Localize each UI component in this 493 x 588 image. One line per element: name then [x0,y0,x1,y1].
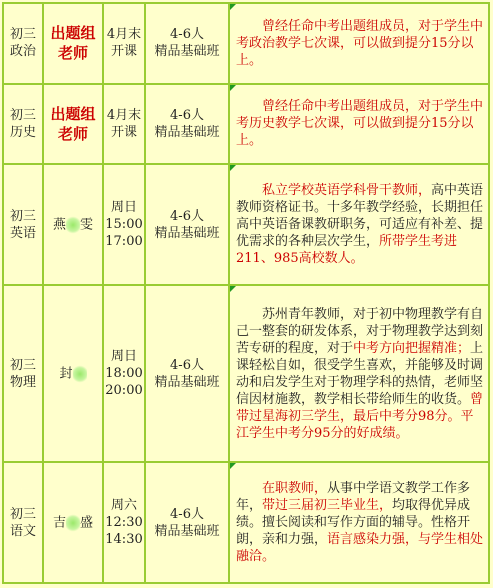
description-cell [229,164,489,285]
teacher-name-part: 封 [59,366,73,382]
teacher-line: 老师 [57,124,88,143]
corner-marker-icon [230,85,236,91]
subject-line: 初三 [9,357,36,373]
subject-cell [3,84,43,165]
teacher-cell [43,164,103,285]
teacher-line: 老师 [57,44,88,63]
class-cell [145,285,229,462]
description-segment: 私立学校英语学科骨干教师， [262,183,432,198]
class-line: 4-6人 [170,357,204,373]
subject-line: 初三 [9,208,36,224]
description-text [236,306,484,442]
subject-cell [3,285,43,462]
teacher-cell [43,285,103,462]
description-cell [229,285,489,462]
table-row [3,285,489,462]
corner-marker-icon [230,286,236,292]
class-cell [145,3,229,84]
corner-marker-icon [230,4,236,10]
class-line: 精品基础班 [154,225,220,241]
class-line: 4-6人 [170,506,204,522]
description-segment: 曾经任命中考出题组成员，对于学生中考政治教学七次课，可以做到提分15分以上。 [236,18,484,68]
description-segment: 中考方向把握精准； [353,340,471,356]
course-table [2,2,490,584]
subject-line: 物理 [9,374,36,390]
time-cell [103,3,145,84]
description-text [236,98,484,149]
time-line: 4月末 [106,27,142,43]
description-segment: 在职教师， [262,481,328,497]
time-line: 周六 [110,498,137,514]
description-segment: 上课轻松自如，很受学生喜欢，并能够及时调动和启发学生对于物理学科的热情，老师坚信因材施教，教学相长带给师生的收货。 [236,340,484,407]
subject-line: 初三 [9,506,36,522]
blurred-name-icon [73,365,87,383]
blurred-name-icon [66,514,80,532]
class-line: 精品基础班 [154,374,220,390]
description-text [236,18,484,69]
time-cell [103,285,145,462]
table-row [3,164,489,285]
teacher-name-part: 盛 [80,515,94,531]
time-line: 17:00 [105,234,143,249]
subject-cell [3,3,43,84]
teacher-cell [43,84,103,165]
time-line: 12:30 [105,515,143,531]
subject-line: 英语 [9,225,36,241]
class-line: 精品基础班 [154,124,220,140]
time-cell [103,164,145,285]
description-text [236,480,484,565]
time-line: 14:30 [105,532,143,548]
class-line: 4-6人 [170,208,204,224]
subject-line: 政治 [9,44,36,60]
time-line: 开课 [110,124,137,140]
time-line: 周日 [110,200,137,215]
time-line: 周日 [110,349,137,365]
description-cell [229,84,489,165]
teacher-line: 出题组 [50,104,96,123]
description-segment: 带过三届初三毕业生， [262,498,393,514]
class-cell [145,462,229,583]
subject-line: 语文 [9,523,36,539]
class-cell [145,84,229,165]
time-line: 开课 [110,44,137,60]
time-cell [103,84,145,165]
class-line: 4-6人 [170,27,204,43]
class-line: 4-6人 [170,107,204,123]
description-segment: 均取得优异成绩。擅长阅读和写作方面的辅导。性格开朗，亲和力强， [236,498,471,548]
time-line: 15:00 [105,217,143,232]
description-segment: 苏州青年教师，对于初中物理教学有自己一整套的研发体系，对于物理教学达到刻苦专研的程度，对于 [236,306,484,356]
table-row [3,3,489,84]
description-segment: 曾经任命中考出题组成员，对于学生中考历史教学七次课，可以做到提分15分以上。 [236,99,484,149]
subject-cell [3,462,43,583]
time-line: 4月末 [106,107,142,123]
description-segment: 所带学生考进211、985高校数人。 [236,234,458,266]
subject-line: 初三 [9,107,36,123]
description-segment: 语言感染力强，与学生相处融洽。 [236,532,484,565]
subject-line: 初三 [9,27,36,43]
description-segment: 从事中学语文教学工作多年， [236,481,471,514]
teacher-cell [43,462,103,583]
description-cell [229,3,489,84]
description-segment: 曾带过星海初三学生，最后中考分98分。平江学生中考分95分的好成绩。 [236,391,484,441]
teacher-name-part: 吉 [52,515,66,531]
time-cell [103,462,145,583]
class-line: 精品基础班 [154,523,220,539]
corner-marker-icon [230,463,236,469]
teacher-name-part: 燕 [52,217,66,232]
class-cell [145,164,229,285]
time-line: 18:00 [105,366,143,382]
subject-cell [3,164,43,285]
description-text [236,182,484,267]
description-cell [229,462,489,583]
teacher-cell [43,3,103,84]
teacher-line: 出题组 [50,24,96,43]
teacher-name-part: 雯 [80,217,94,232]
table-row [3,84,489,165]
subject-line: 历史 [9,124,36,140]
time-line: 20:00 [105,383,143,399]
blurred-name-icon [66,216,80,234]
description-segment: 高中英语教师资格证书。十多年教学经验，长期担任高中英语备课教研职务，可适应有补差、提优需求的各种层次学生， [236,183,484,249]
class-line: 精品基础班 [154,44,220,60]
table-row [3,462,489,583]
corner-marker-icon [230,165,236,171]
